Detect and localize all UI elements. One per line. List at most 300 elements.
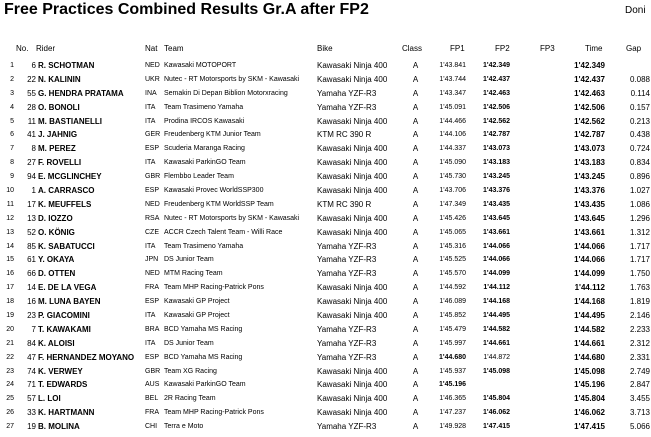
cell-fp2-time: 1'44.099 [483,270,510,278]
cell-rider-number: 22 [27,74,36,84]
cell-best-time: 1'43.435 [574,199,605,209]
table-row [0,59,651,73]
cell-position: 17 [6,284,14,292]
cell-class: A [412,158,419,168]
cell-fp2-time: 1'42.562 [483,117,510,125]
cell-nationality: ITA [145,117,156,125]
table-row [0,253,651,267]
table-row [0,87,651,101]
cell-class: A [412,199,419,209]
cell-class: A [412,88,419,98]
cell-nationality: FRA [145,284,159,292]
cell-gap: 0.724 [629,144,650,154]
table-header [0,44,651,57]
cell-rider-number: 66 [27,269,36,279]
cell-rider-number: 55 [27,88,36,98]
cell-position: 19 [6,312,14,320]
table-row [0,378,651,392]
cell-nationality: UKR [145,75,160,83]
cell-team-name: Team XG Racing [164,367,217,375]
cell-fp1-time: 1'49.928 [439,423,466,431]
cell-class: A [412,422,419,432]
cell-rider-number: 28 [27,102,36,112]
cell-gap: 1.312 [629,227,650,237]
cell-best-time: 1'44.495 [574,311,605,321]
cell-fp1-time: 1'44.106 [439,131,466,139]
cell-rider-name: O. KÖNIG [38,227,75,237]
cell-rider-number: 13 [27,213,36,223]
cell-best-time: 1'43.645 [574,213,605,223]
cell-best-time: 1'44.168 [574,297,605,307]
cell-rider-number: 6 [31,61,36,70]
cell-gap: 2.331 [629,352,650,362]
cell-team-name: DS Junior Team [164,339,214,347]
cell-position: 20 [6,325,14,333]
cell-bike-model: Kawasaki Ninja 400 [317,394,388,404]
cell-best-time: 1'45.196 [574,380,605,390]
cell-team-name: Kawasaki ParkinGO Team [164,381,246,389]
header-class: Class [402,44,423,53]
cell-fp2-time: 1'44.066 [483,242,510,250]
cell-class: A [412,352,419,362]
cell-rider-number: 8 [31,144,36,154]
cell-fp1-time: 1'47.237 [439,409,466,417]
cell-rider-number: 27 [27,158,36,168]
cell-position: 24 [6,381,14,389]
cell-rider-name: K. SABATUCCI [38,241,95,251]
cell-nationality: ESP [145,353,160,361]
cell-best-time: 1'44.112 [574,283,605,293]
cell-bike-model: Yamaha YZF-R3 [317,102,377,112]
cell-team-name: Kawasaki Provec WorldSSP300 [164,187,264,195]
cell-bike-model: Kawasaki Ninja 400 [317,186,388,196]
cell-nationality: JPN [145,256,159,264]
cell-team-name: Semakin Di Depan Biblion Motorxracing [164,89,288,97]
cell-position: 26 [6,409,14,417]
cell-bike-model: Kawasaki Ninja 400 [317,144,388,154]
cell-class: A [412,130,419,140]
cell-rider-name: T. KAWAKAMI [38,324,91,334]
cell-fp1-time: 1'45.479 [439,325,466,333]
cell-nationality: AUS [145,381,160,389]
cell-fp2-time: 1'42.463 [483,89,510,97]
cell-team-name: Prodina IRCOS Kawasaki [164,117,245,125]
cell-bike-model: Kawasaki Ninja 400 [317,227,388,237]
cell-class: A [412,408,419,418]
cell-rider-name: M. LUNA BAYEN [38,297,101,307]
cell-gap: 0.896 [629,172,650,182]
cell-fp2-time: 1'42.506 [483,103,510,111]
cell-position: 15 [6,256,14,264]
cell-class: A [412,283,419,293]
cell-bike-model: Kawasaki Ninja 400 [317,311,388,321]
cell-rider-name: A. CARRASCO [38,186,95,196]
cell-bike-model: Kawasaki Ninja 400 [317,297,388,307]
cell-team-name: Freudenberg KTM WorldSSP Team [164,200,274,208]
cell-nationality: NED [145,270,160,278]
cell-gap: 0.088 [629,74,650,84]
cell-rider-number: 14 [27,283,36,293]
cell-position: 4 [10,103,14,111]
header-nat: Nat [145,44,158,53]
cell-nationality: CZE [145,228,159,236]
cell-position: 10 [6,187,14,195]
cell-rider-name: T. EDWARDS [38,380,88,390]
cell-best-time: 1'45.804 [574,394,605,404]
cell-rider-number: 61 [27,255,36,265]
cell-team-name: Team MHP Racing-Patrick Pons [164,284,264,292]
cell-gap: 1.717 [629,241,650,251]
cell-team-name: Kawasaki GP Project [164,298,230,306]
cell-fp1-time: 1'44.680 [439,353,466,361]
table-row [0,309,651,323]
cell-team-name: 2R Racing Team [164,395,216,403]
table-row [0,351,651,365]
table-row [0,420,651,434]
header-gap: Gap [626,44,642,53]
cell-gap: 2.233 [629,324,650,334]
table-row [0,392,651,406]
cell-rider-name: F. HERNANDEZ MOYANO [38,352,135,362]
cell-best-time: 1'43.183 [574,158,605,168]
cell-gap: 1.717 [629,255,650,265]
cell-nationality: NED [145,62,160,69]
cell-best-time: 1'43.661 [574,227,605,237]
cell-bike-model: Yamaha YZF-R3 [317,422,377,432]
table-row [0,170,651,184]
cell-team-name: Team Trasimeno Yamaha [164,103,244,111]
cell-class: A [412,255,419,265]
cell-best-time: 1'44.099 [574,269,605,279]
cell-rider-name: D. OTTEN [38,269,76,279]
cell-bike-model: Kawasaki Ninja 400 [317,74,388,84]
table-row [0,142,651,156]
cell-fp2-time: 1'43.376 [483,187,510,195]
cell-nationality: ITA [145,242,156,250]
header-bike: Bike [317,44,333,53]
cell-nationality: RSA [145,214,160,222]
table-row [0,198,651,212]
table-row [0,323,651,337]
cell-bike-model: Yamaha YZF-R3 [317,88,377,98]
cell-fp2-time: 1'46.062 [483,409,510,417]
cell-class: A [412,144,419,154]
cell-best-time: 1'43.376 [574,186,605,196]
cell-fp1-time: 1'43.744 [439,75,466,83]
cell-rider-number: 1 [31,186,36,196]
cell-fp1-time: 1'45.196 [439,381,466,389]
cell-gap: 0.438 [629,130,650,140]
table-row [0,226,651,240]
cell-team-name: Flembbo Leader Team [164,173,234,181]
cell-fp1-time: 1'45.570 [439,270,466,278]
cell-nationality: ITA [145,159,156,167]
cell-rider-number: 47 [27,352,36,362]
cell-bike-model: Yamaha YZF-R3 [317,255,377,265]
header-fp3: FP3 [540,44,555,53]
cell-rider-name: O. BONOLI [38,102,80,112]
cell-best-time: 1'42.787 [574,130,605,140]
cell-rider-name: N. KALININ [38,74,81,84]
cell-rider-name: Y. OKAYA [38,255,75,265]
cell-fp2-time: 1'43.435 [483,200,510,208]
cell-rider-name: B. MOLINA [38,422,80,432]
cell-fp2-time: 1'44.168 [483,298,510,306]
cell-rider-number: 41 [27,130,36,140]
cell-team-name: Kawasaki GP Project [164,312,230,320]
cell-best-time: 1'43.073 [574,144,605,154]
cell-rider-number: 57 [27,394,36,404]
cell-best-time: 1'44.066 [574,241,605,251]
header-fp2: FP2 [495,44,510,53]
cell-fp1-time: 1'45.426 [439,214,466,222]
table-row [0,128,651,142]
cell-class: A [412,116,419,126]
cell-rider-number: 19 [27,422,36,432]
cell-bike-model: Kawasaki Ninja 400 [317,366,388,376]
cell-fp1-time: 1'43.347 [439,89,466,97]
cell-bike-model: KTM RC 390 R [317,199,372,209]
cell-position: 25 [6,395,14,403]
cell-rider-name: E. MCGLINCHEY [38,172,102,182]
cell-fp1-time: 1'45.525 [439,256,466,264]
cell-best-time: 1'42.437 [574,74,605,84]
cell-fp1-time: 1'43.841 [439,62,466,69]
cell-team-name: Kawasaki ParkinGO Team [164,159,246,167]
cell-class: A [412,241,419,251]
cell-position: 2 [10,75,14,83]
cell-fp2-time: 1'43.183 [483,159,510,167]
cell-gap: 0.834 [629,158,650,168]
cell-nationality: BRA [145,325,160,333]
header-team: Team [164,44,184,53]
cell-bike-model: Kawasaki Ninja 400 [317,116,388,126]
cell-rider-number: 84 [27,338,36,348]
cell-fp2-time: 1'42.349 [483,62,510,69]
cell-gap: 1.027 [629,186,650,196]
cell-rider-number: 23 [27,311,36,321]
cell-rider-name: J. JAHNIG [38,130,78,140]
cell-rider-number: 17 [27,199,36,209]
cell-best-time: 1'42.463 [574,88,605,98]
cell-class: A [412,227,419,237]
cell-nationality: ESP [145,298,160,306]
cell-gap: 2.749 [629,366,650,376]
cell-bike-model: Yamaha YZF-R3 [317,352,377,362]
cell-fp1-time: 1'44.592 [439,284,466,292]
cell-best-time: 1'47.415 [574,422,605,432]
cell-team-name: Nutec - RT Motorsports by SKM - Kawasaki [164,214,300,222]
cell-nationality: FRA [145,409,159,417]
cell-bike-model: Yamaha YZF-R3 [317,324,377,334]
cell-rider-number: 33 [27,408,36,418]
cell-fp1-time: 1'47.349 [439,200,466,208]
cell-gap: 0.213 [629,116,650,126]
cell-team-name: Terra e Moto [164,423,204,431]
cell-class: A [412,380,419,390]
cell-gap: 1.819 [629,297,650,307]
cell-team-name: BCD Yamaha MS Racing [164,325,243,333]
cell-position: 16 [6,270,14,278]
cell-position: 13 [6,228,14,236]
cell-best-time: 1'42.349 [574,61,605,70]
cell-bike-model: Kawasaki Ninja 400 [317,213,388,223]
cell-position: 8 [10,159,14,167]
cell-fp2-time: 1'43.073 [483,145,510,153]
cell-gap: 2.847 [629,380,650,390]
cell-position: 3 [10,89,14,97]
table-row [0,295,651,309]
cell-rider-name: K. HARTMANN [38,408,95,418]
cell-rider-number: 16 [27,297,36,307]
cell-best-time: 1'44.582 [574,324,605,334]
cell-nationality: ESP [145,187,160,195]
corner-text: Doni [625,5,646,16]
cell-best-time: 1'42.562 [574,116,605,126]
cell-rider-name: K. VERWEY [38,366,83,376]
cell-class: A [412,61,419,70]
cell-fp1-time: 1'46.089 [439,298,466,306]
cell-gap: 1.763 [629,283,650,293]
cell-fp2-time: 1'45.098 [483,367,510,375]
cell-rider-name: G. HENDRA PRATAMA [38,88,124,98]
cell-fp1-time: 1'45.091 [439,103,466,111]
cell-class: A [412,269,419,279]
cell-position: 27 [6,423,14,431]
table-row [0,115,651,129]
cell-best-time: 1'42.506 [574,102,605,112]
cell-fp1-time: 1'45.852 [439,312,466,320]
cell-nationality: NED [145,200,160,208]
cell-class: A [412,102,419,112]
cell-team-name: MTM Racing Team [164,270,223,278]
cell-fp1-time: 1'46.365 [439,395,466,403]
cell-fp2-time: 1'44.872 [483,353,510,361]
cell-bike-model: KTM RC 390 R [317,130,372,140]
header-time: Time [585,44,603,53]
cell-rider-number: 52 [27,227,36,237]
cell-rider-name: E. DE LA VEGA [38,283,97,293]
table-row [0,267,651,281]
cell-bike-model: Kawasaki Ninja 400 [317,172,388,182]
cell-rider-name: L. LOI [38,394,61,404]
page-title: Free Practices Combined Results Gr.A after FP2 [4,1,369,18]
cell-fp2-time: 1'43.645 [483,214,510,222]
cell-class: A [412,172,419,182]
cell-bike-model: Kawasaki Ninja 400 [317,158,388,168]
cell-fp2-time: 1'47.415 [483,423,510,431]
cell-position: 11 [6,200,14,208]
cell-fp1-time: 1'45.065 [439,228,466,236]
cell-gap: 0.114 [630,88,650,98]
cell-position: 21 [6,339,14,347]
cell-class: A [412,297,419,307]
cell-position: 1 [10,62,14,69]
cell-team-name: Team Trasimeno Yamaha [164,242,244,250]
cell-fp1-time: 1'45.090 [439,159,466,167]
cell-class: A [412,366,419,376]
cell-class: A [412,186,419,196]
cell-fp1-time: 1'45.997 [439,339,466,347]
cell-fp2-time: 1'45.804 [483,395,510,403]
cell-team-name: ACCR Czech Talent Team - Willi Race [164,228,283,236]
cell-best-time: 1'46.062 [574,408,605,418]
cell-fp2-time: 1'43.245 [483,173,510,181]
cell-position: 23 [6,367,14,375]
cell-gap: 5.066 [629,422,650,432]
cell-class: A [412,311,419,321]
cell-rider-name: F. ROVELLI [38,158,82,168]
cell-nationality: ITA [145,103,156,111]
cell-class: A [412,324,419,334]
cell-nationality: BEL [145,395,159,403]
cell-gap: 1.750 [629,269,650,279]
cell-fp1-time: 1'43.706 [439,187,466,195]
cell-gap: 2.146 [629,311,650,321]
cell-nationality: GBR [145,367,161,375]
cell-bike-model: Kawasaki Ninja 400 [317,380,388,390]
cell-fp2-time: 1'44.495 [483,312,510,320]
cell-fp2-time: 1'44.582 [483,325,510,333]
cell-rider-name: R. SCHOTMAN [38,61,95,70]
cell-position: 6 [10,131,14,139]
cell-position: 22 [6,353,14,361]
table-row [0,101,651,115]
cell-team-name: Kawasaki MOTOPORT [164,62,237,69]
cell-best-time: 1'45.098 [574,366,605,376]
cell-fp2-time: 1'44.112 [483,284,510,292]
cell-rider-number: 85 [27,241,36,251]
cell-gap: 3.455 [629,394,650,404]
table-row [0,73,651,87]
cell-rider-number: 71 [27,380,36,390]
cell-best-time: 1'44.661 [574,338,605,348]
cell-gap: 0.157 [629,102,650,112]
cell-rider-name: K. MEUFFELS [38,199,92,209]
table-row [0,337,651,351]
cell-class: A [412,338,419,348]
cell-fp1-time: 1'45.316 [439,242,466,250]
cell-bike-model: Kawasaki Ninja 400 [317,283,388,293]
header-fp1: FP1 [450,44,465,53]
cell-position: 18 [6,298,14,306]
cell-team-name: BCD Yamaha MS Racing [164,353,243,361]
cell-bike-model: Kawasaki Ninja 400 [317,61,388,70]
cell-bike-model: Yamaha YZF-R3 [317,241,377,251]
cell-position: 12 [6,214,14,222]
cell-fp2-time: 1'42.787 [483,131,510,139]
cell-position: 14 [6,242,14,250]
cell-rider-name: M. BASTIANELLI [38,116,102,126]
table-row [0,156,651,170]
table-row [0,406,651,420]
cell-fp1-time: 1'45.730 [439,173,466,181]
cell-nationality: ITA [145,312,156,320]
cell-team-name: DS Junior Team [164,256,214,264]
cell-rider-number: 94 [27,172,36,182]
cell-position: 7 [10,145,14,153]
cell-class: A [412,394,419,404]
cell-nationality: CHI [145,423,158,431]
table-row [0,212,651,226]
header-no: No. [16,44,29,53]
cell-fp2-time: 1'42.437 [483,75,510,83]
cell-gap: 1.086 [629,199,650,209]
cell-gap: 1.296 [629,213,650,223]
cell-rider-name: M. PEREZ [38,144,76,154]
cell-gap: 3.713 [629,408,650,418]
cell-nationality: ESP [145,145,160,153]
